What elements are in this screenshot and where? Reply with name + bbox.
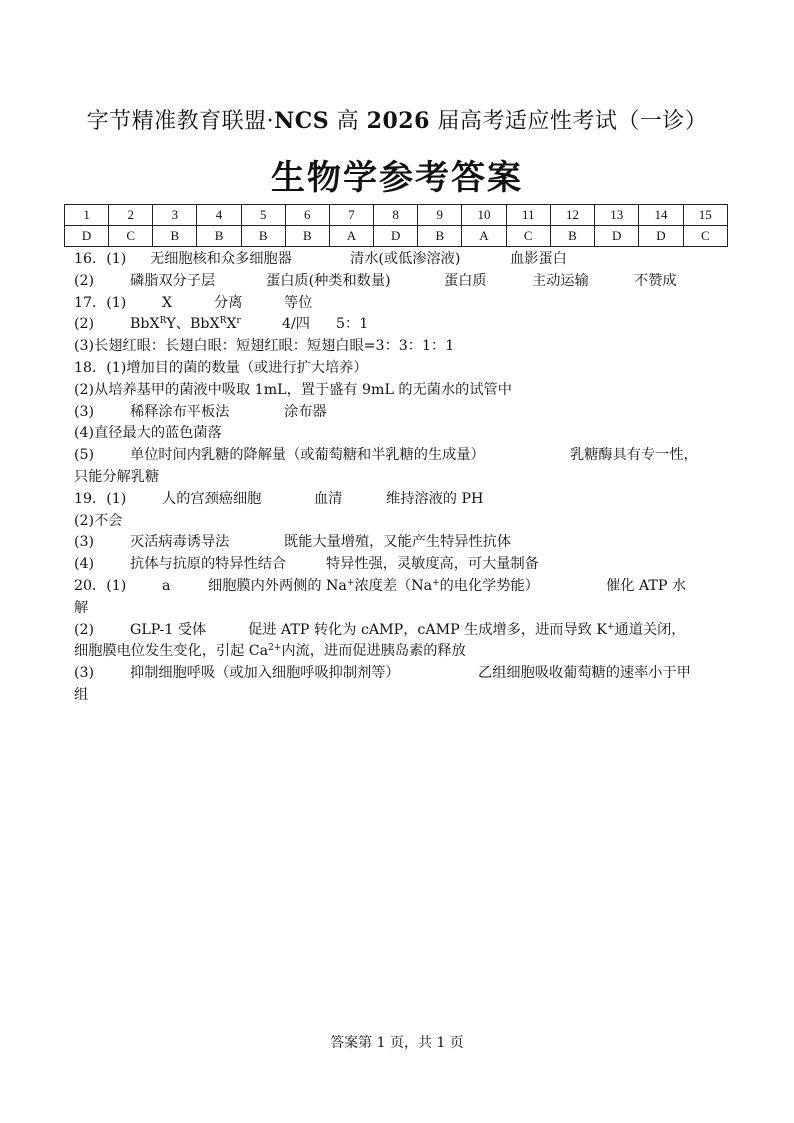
title-prefix: 字节精准教育联盟· [86,109,275,134]
question-number: 5 [241,205,285,226]
q18-line-4: (4)直径最大的蓝色菌落 [74,425,222,442]
q16-answer-d: 磷脂双分子层 [130,272,216,289]
q20-answer-f: 抑制细胞呼吸（或加入细胞呼吸抑制剂等） [130,665,400,682]
q17-answer-b: 分离 [214,294,243,311]
title-year: 2026 [366,108,430,134]
q18-line-5 [74,445,722,467]
question-number: 10 [462,205,506,226]
q20-line-1-cont: 解 [74,599,89,616]
answer-cell: B [550,226,594,247]
q17-line-3: (3)长翅红眼：长翅白眼：短翅红眼：短翅白眼=3：3：1：1 [74,338,455,355]
q17-sub-label: (2) [74,316,95,333]
q17-label: 17．(1) [74,294,127,311]
q17-answer-e: 5：1 [336,316,369,333]
q20-cont-text: 细胞膜电位发生变化，引起 Ca [74,643,269,660]
question-number: 8 [374,205,418,226]
q17-line-1 [74,293,722,315]
q18-sub-label-3: (3) [74,403,95,420]
answer-table-answer-row [65,226,728,247]
question-number: 1 [65,205,109,226]
q16-line-2 [74,271,722,293]
q17-answer-d: 4/四 [282,316,310,333]
q16-answer-a: 无细胞核和众多细胞器 [150,251,292,267]
q20-sub-label-3: (3) [74,665,95,682]
question-number: 4 [197,205,241,226]
q20-answer-c: 催化 ATP 水 [606,577,687,594]
q19-sub-label-3: (3) [74,534,95,551]
q18-line-5-cont: 只能分解乳糖 [74,468,160,485]
page-footer: 答案第 1 页，共 1 页 [330,1035,464,1051]
q19-line-4 [74,554,722,576]
question-number: 2 [109,205,153,226]
q19-answer-a: 人的宫颈癌细胞 [162,490,262,507]
q16-answer-e: 蛋白质(种类和数量) [266,272,391,289]
q19-line-1 [74,489,722,511]
answer-cell: D [65,226,109,247]
q19-answer-b: 血清 [314,490,343,507]
exam-header-title [0,104,794,135]
answer-cell: A [462,226,506,247]
q20-line-3-cont: 组 [74,686,89,703]
q16-line-1 [74,249,722,271]
title-mid: 高 [329,109,367,134]
question-number: 7 [329,205,373,226]
q20-line-2-cont [74,641,722,663]
q20-sub-label-2: (2) [74,621,95,638]
q20-answer-b-sup-2: + [432,577,440,588]
answer-content [74,249,722,707]
q20-line-1 [74,576,722,598]
question-number: 9 [418,205,462,226]
q20-answer-e-text: 促进 ATP 转化为 cAMP，cAMP 生成增多，进而导致 K [248,621,607,638]
q18-answer-a: 稀释涂布平板法 [130,403,230,420]
question-number: 11 [506,205,550,226]
answer-cell: D [595,226,639,247]
q18-answer-b: 涂布器 [284,403,327,420]
question-number: 15 [683,205,727,226]
q18-answer-c: 单位时间内乳糖的降解量（或葡萄糖和半乳糖的生成量） [130,447,485,464]
q19-sub-label-4: (4) [74,556,95,573]
q16-answer-h: 不赞成 [634,272,677,289]
q18-line-2: (2)从培养基甲的菌液中吸取 1mL，置于盛有 9mL 的无菌水的试管中 [74,381,512,398]
q18-sub-label-5: (5) [74,447,95,464]
answer-table [64,204,728,247]
answer-cell: B [418,226,462,247]
q20-line-3 [74,663,722,685]
q20-answer-a: a [162,577,171,594]
answer-cell: D [374,226,418,247]
question-number: 13 [595,205,639,226]
q20-answer-d: GLP-1 受体 [130,621,207,638]
title-ncs: NCS [274,108,330,134]
q17-answer-c: 等位 [284,294,313,311]
q20-answer-g: 乙组细胞吸收葡萄糖的速率小于甲 [478,665,691,682]
answer-cell: B [153,226,197,247]
answer-cell: C [683,226,727,247]
q17-genotypes [130,314,282,336]
answer-cell: B [197,226,241,247]
q18-answer-d: 乳糖酶具有专一性， [570,447,698,464]
question-number: 3 [153,205,197,226]
q16-answer-f: 蛋白质 [444,272,487,289]
q17-answer-a: X [162,294,173,311]
q19-answer-f: 抗体与抗原的特异性结合 [130,556,287,573]
page-title: 生物学参考答案 [271,158,523,198]
q16-answer-g: 主动运输 [532,272,589,289]
q18-line-1: 18．(1)增加目的菌的数量（或进行扩大培养） [74,359,368,376]
q19-line-2: (2)不会 [74,512,123,529]
answer-cell: C [506,226,550,247]
answer-cell: D [639,226,683,247]
q16-answer-c: 血影蛋白 [510,251,567,267]
q17-genotype-1-rest: Y、BbX [166,316,220,333]
answer-cell: B [241,226,285,247]
q19-answer-d: 灭活病毒诱导法 [130,534,230,551]
q20-cont-sup: 2+ [268,643,282,654]
answer-cell: C [109,226,153,247]
q20-answer-e-sup: + [606,621,615,632]
question-number: 12 [550,205,594,226]
title-suffix: 届高考适应性考试（一诊） [429,109,708,134]
q16-answer-b: 清水(或低渗溶液) [350,251,461,267]
question-number: 14 [639,205,683,226]
q17-genotype-2-sup-lr: r [236,316,241,327]
q18-line-3 [74,402,722,424]
q19-answer-e: 既能大量增殖，又能产生特异性抗体 [284,534,512,551]
q17-genotype-1-sup: R [159,316,167,327]
q19-answer-c: 维持溶液的 PH [386,490,484,507]
question-number: 6 [285,205,329,226]
answer-table-number-row [65,205,728,226]
answer-cell: B [285,226,329,247]
q17-genotype-2-x: X [226,316,237,333]
q19-label: 19．(1) [74,490,127,507]
q19-line-3 [74,532,722,554]
q20-answer-b-sup: + [346,577,355,588]
q20-line-2 [74,620,722,642]
q20-answer-b-text-3: 的电化学势能） [439,577,539,594]
q20-answer-b-text-2: 浓度差（Na [354,577,433,594]
q16-sub-label: (2) [74,272,95,289]
q20-answer-b [208,576,606,598]
q20-cont-text-2: 内流，进而促进胰岛素的释放 [281,643,466,660]
q16-label: 16．(1) [74,251,127,267]
q17-genotype-2-sup-r: R [219,316,227,327]
q20-answer-b-text: 细胞膜内外两侧的 Na [208,577,347,594]
q20-label: 20．(1) [74,577,127,594]
q17-genotype-1: BbX [130,316,160,333]
q20-answer-e [248,622,685,638]
q20-answer-e-text-2: 通道关闭， [614,621,686,638]
q19-answer-g: 特异性强，灵敏度高，可大量制备 [326,556,539,573]
answer-cell: A [329,226,373,247]
q17-line-2 [74,314,722,336]
